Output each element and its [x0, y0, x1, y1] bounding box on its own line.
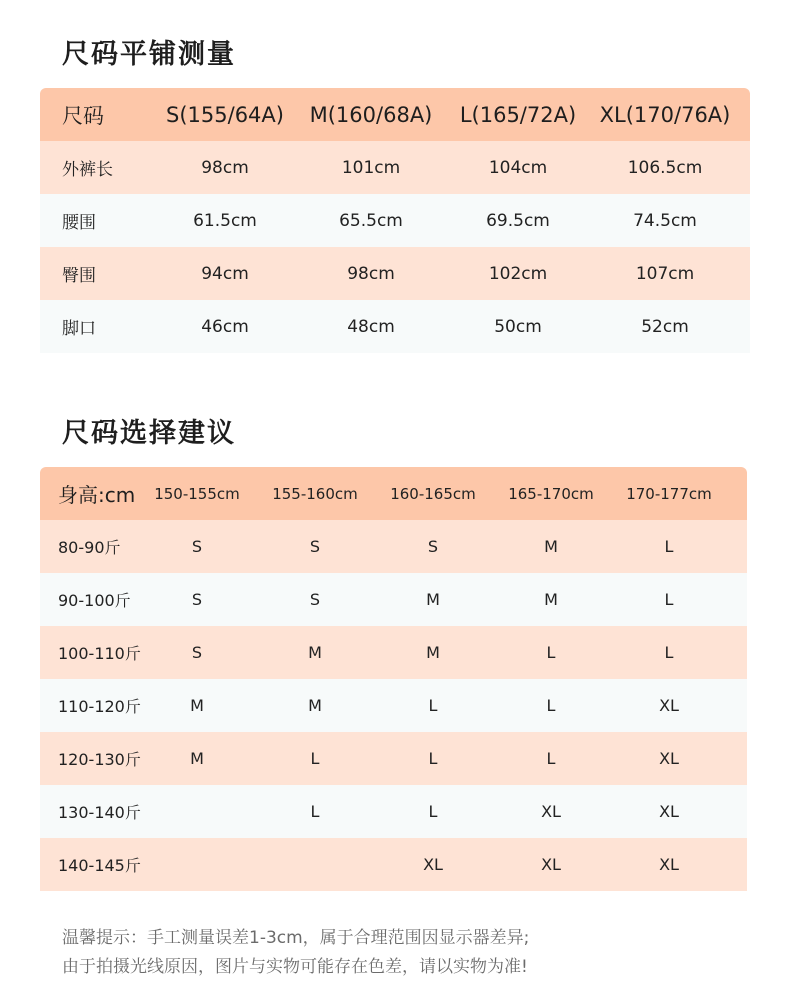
table-cell: S	[309, 590, 321, 609]
table-cell: 94cm	[201, 263, 249, 284]
table-cell: S	[191, 643, 203, 662]
table-cell: M	[190, 749, 204, 768]
note-line-1: 温馨提示：手工测量误差1-3cm，属于合理范围因显示器差异;	[62, 928, 530, 948]
row-label: 臀围	[62, 266, 96, 286]
table-cell: 74.5cm	[633, 210, 697, 231]
table-cell: XL	[423, 855, 443, 874]
table-row	[40, 838, 747, 891]
header-cell: XL(170/76A)	[599, 102, 731, 127]
measurement-note	[62, 924, 529, 982]
table-cell: 61.5cm	[193, 210, 257, 231]
table-cell: 48cm	[347, 316, 395, 337]
table-cell: XL	[659, 749, 679, 768]
table-cell: S	[427, 537, 439, 556]
table-cell: L	[546, 643, 556, 662]
table-row	[40, 626, 747, 679]
table-cell: XL	[659, 802, 679, 821]
header-cell: L(165/72A)	[459, 102, 577, 127]
table-cell: M	[544, 590, 558, 609]
header-cell: M(160/68A)	[309, 102, 433, 127]
table-cell: M	[308, 696, 322, 715]
table-cell: M	[308, 643, 322, 662]
table-cell: M	[544, 537, 558, 556]
table-cell: L	[546, 749, 556, 768]
table-cell: 52cm	[641, 316, 689, 337]
table-cell: 98cm	[347, 263, 395, 284]
table-cell: S	[191, 590, 203, 609]
note-line-2: 由于拍摄光线原因，图片与实物可能存在色差，请以实物为准!	[62, 957, 528, 977]
table-row	[40, 300, 750, 353]
header-cell: S(155/64A)	[166, 102, 284, 127]
table-cell: L	[664, 537, 674, 556]
table-cell: 69.5cm	[486, 210, 550, 231]
size-recommend-table	[40, 467, 747, 891]
row-label: 120-130斤	[58, 750, 141, 769]
table-cell: L	[428, 802, 438, 821]
table-cell: 50cm	[494, 316, 542, 337]
table-row	[40, 247, 750, 300]
header-cell: 155-160cm	[272, 484, 358, 503]
table-row	[40, 785, 747, 838]
table-row	[40, 732, 747, 785]
table-cell: L	[310, 749, 320, 768]
table-cell: L	[310, 802, 320, 821]
row-label: 100-110斤	[58, 644, 141, 663]
size-recommend-title: 尺码选择建议	[62, 418, 236, 449]
table-cell: 46cm	[201, 316, 249, 337]
table-cell: XL	[541, 802, 561, 821]
table-cell: 104cm	[488, 157, 548, 178]
row-label: 110-120斤	[58, 697, 141, 716]
table-row	[40, 573, 747, 626]
table-cell: XL	[541, 855, 561, 874]
row-label: 80-90斤	[58, 538, 121, 557]
row-label: 90-100斤	[58, 591, 131, 610]
table-cell: XL	[659, 855, 679, 874]
header-cell: 150-155cm	[154, 484, 240, 503]
table-cell: 101cm	[341, 157, 401, 178]
size-measure-table	[40, 88, 750, 353]
row-label: 脚口	[62, 319, 96, 339]
table-cell: 106.5cm	[627, 157, 703, 178]
table-cell: S	[191, 537, 203, 556]
table-header-row	[40, 467, 747, 520]
table-cell: L	[664, 590, 674, 609]
header-cell: 170-177cm	[626, 484, 712, 503]
table-row	[40, 520, 747, 573]
table-cell: M	[190, 696, 204, 715]
row-label: 140-145斤	[58, 856, 141, 875]
table-cell: S	[309, 537, 321, 556]
header-cell: 尺码	[62, 103, 104, 128]
row-label: 外裤长	[62, 160, 113, 180]
table-cell: M	[426, 643, 440, 662]
table-cell: 98cm	[201, 157, 249, 178]
size-measure-title: 尺码平铺测量	[62, 39, 236, 70]
table-cell: M	[426, 590, 440, 609]
table-cell: 102cm	[488, 263, 548, 284]
table-row	[40, 194, 750, 247]
row-label: 腰围	[62, 213, 96, 233]
table-row	[40, 141, 750, 194]
table-cell: L	[664, 643, 674, 662]
table-header-row	[40, 88, 750, 141]
header-cell: 165-170cm	[508, 484, 594, 503]
table-cell: 65.5cm	[339, 210, 403, 231]
table-cell: XL	[659, 696, 679, 715]
table-cell: L	[428, 749, 438, 768]
table-row	[40, 679, 747, 732]
table-cell: L	[546, 696, 556, 715]
header-cell: 160-165cm	[390, 484, 476, 503]
table-cell: 107cm	[635, 263, 695, 284]
row-label: 130-140斤	[58, 803, 141, 822]
header-cell: 身高:cm	[58, 483, 136, 507]
table-cell: L	[428, 696, 438, 715]
